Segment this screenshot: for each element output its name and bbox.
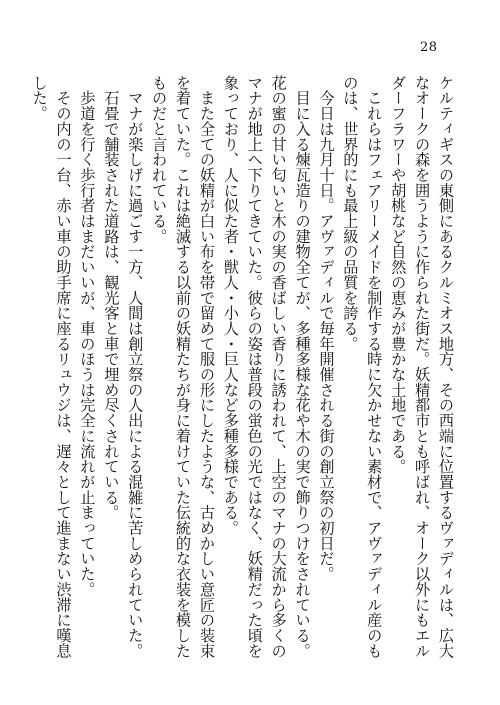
- paragraph: 石畳で舗装された道路は、観光客と車で埋め尽くされている。: [102, 75, 121, 521]
- body-text: [30, 75, 457, 665]
- paragraph: 歩道を行く歩行者はまだいいが、車のほうは完全に流れが止まっていた。: [78, 75, 97, 597]
- paragraph: また全ての妖精が白い布を帯で留めて服の形にしたような、古めかしい意匠の装束を着ていた。これは絶滅する以前の妖精たちが身に着けていた伝統的な衣装を模したものだと言われている。: [150, 75, 216, 659]
- paragraph: ケルティギスの東側にあるクルミオス地方、その西端に位置するヴァディルは、広大なオークの森を囲うように作られた街だ。妖精都市とも呼ばれ、オーク以外にもエルダーフラワーや胡桃など自然の恵みが豊かな土地である。: [389, 75, 455, 659]
- paragraph: 今日は九月十日。アヴァディルで毎年開催される街の創立祭の初日だ。: [317, 75, 336, 582]
- paragraph: これらはフェアリーメイドを制作する時に欠かせない素材で、アヴァディル産のものは、世界的にも最上級の品質を誇る。: [341, 75, 384, 659]
- paragraph: その内の一台、赤い車の助手席に座るリュウジは、遅々として進まない渋滞に嘆息した。: [30, 75, 73, 659]
- page-number: 28: [420, 40, 438, 55]
- paragraph: マナが楽しげに過ごす一方、人間は創立祭の人出による混雑に苦しめられていた。: [126, 75, 145, 659]
- paragraph: 目に入る煉瓦造りの建物全てが、多種多様な花や木の実で飾りつけをされている。花の蜜の甘い匂いと木の実の香ばしい香りに誘われて、上空のマナの大流から多くのマナが地上へ下りてきていた。彼らの姿は普段の蛍色の光ではなく、妖精だった頃を象っており、人に似た者・獣人・小人・巨人など多種多様である。: [221, 75, 312, 659]
